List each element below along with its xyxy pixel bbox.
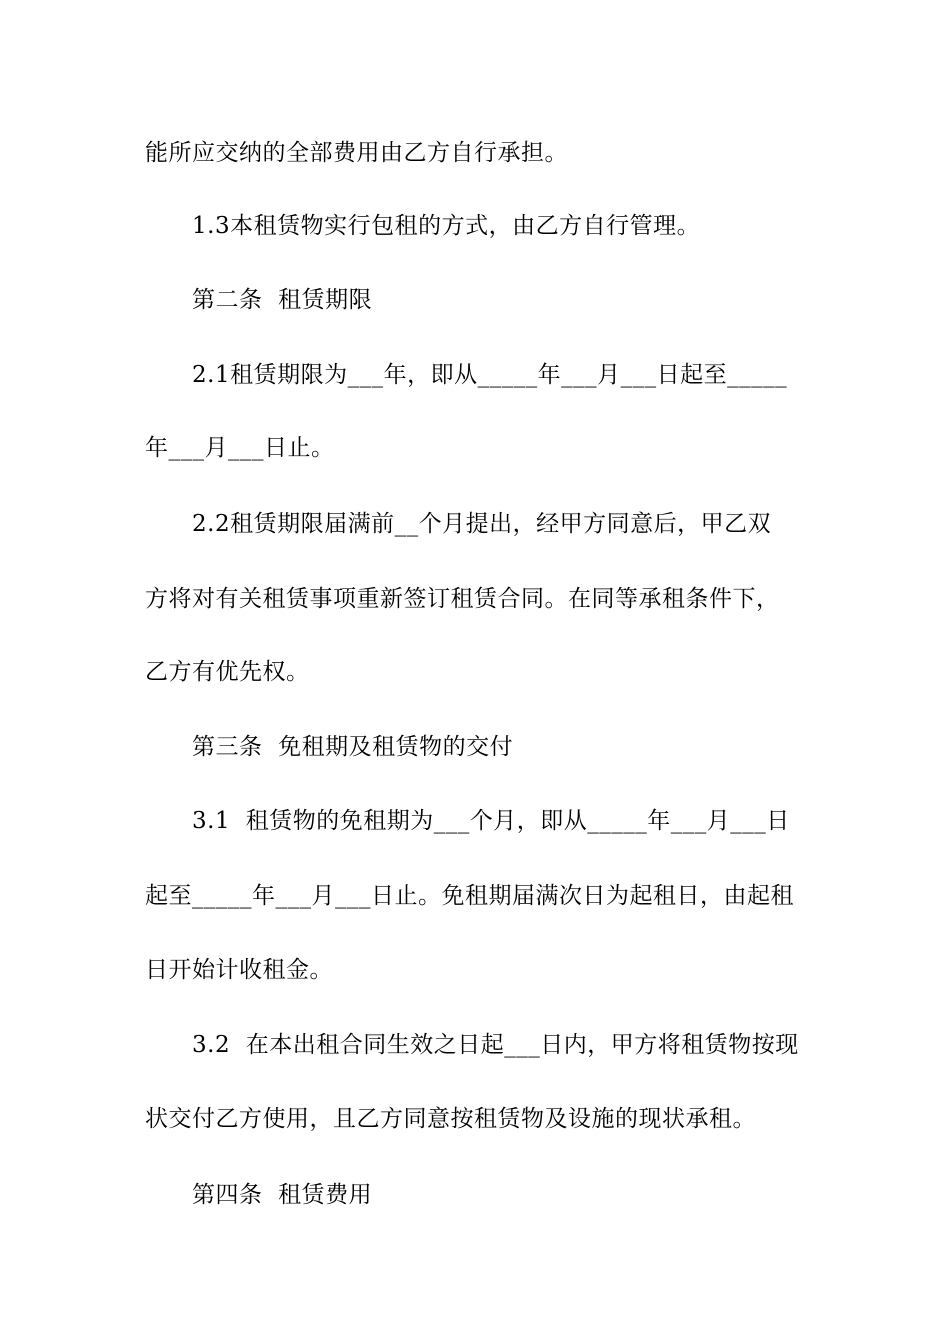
section-heading: 第四条 租赁费用	[192, 1182, 373, 1208]
section-heading: 第二条 租赁期限	[192, 287, 373, 313]
paragraph-line: 3.2 在本出租合同生效之日起___日内，甲方将租赁物按现	[192, 1032, 799, 1058]
paragraph-line: 能所应交纳的全部费用由乙方自行承担。	[145, 140, 568, 166]
paragraph-line: 3.1 租赁物的免租期为___个月，即从_____年___月___日	[192, 808, 790, 834]
paragraph-line: 起至_____年___月___日止。免租期届满次日为起租日，由起租	[145, 883, 794, 909]
section-heading: 第三条 免租期及租赁物的交付	[192, 734, 514, 760]
paragraph-line: 乙方有优先权。	[145, 659, 310, 685]
paragraph-line: 方将对有关租赁事项重新签订租赁合同。在同等承租条件下，	[145, 586, 780, 612]
paragraph-line: 日开始计收租金。	[145, 957, 333, 983]
paragraph-line: 2.1租赁期限为___年，即从_____年___月___日起至_____	[192, 362, 788, 388]
paragraph-line: 状交付乙方使用，且乙方同意按租赁物及设施的现状承租。	[145, 1106, 756, 1132]
paragraph-line: 1.3本租赁物实行包租的方式，由乙方自行管理。	[192, 213, 701, 239]
paragraph-line: 年___月___日止。	[145, 435, 335, 461]
paragraph-line: 2.2租赁期限届满前__个月提出，经甲方同意后，甲乙双	[192, 511, 772, 537]
